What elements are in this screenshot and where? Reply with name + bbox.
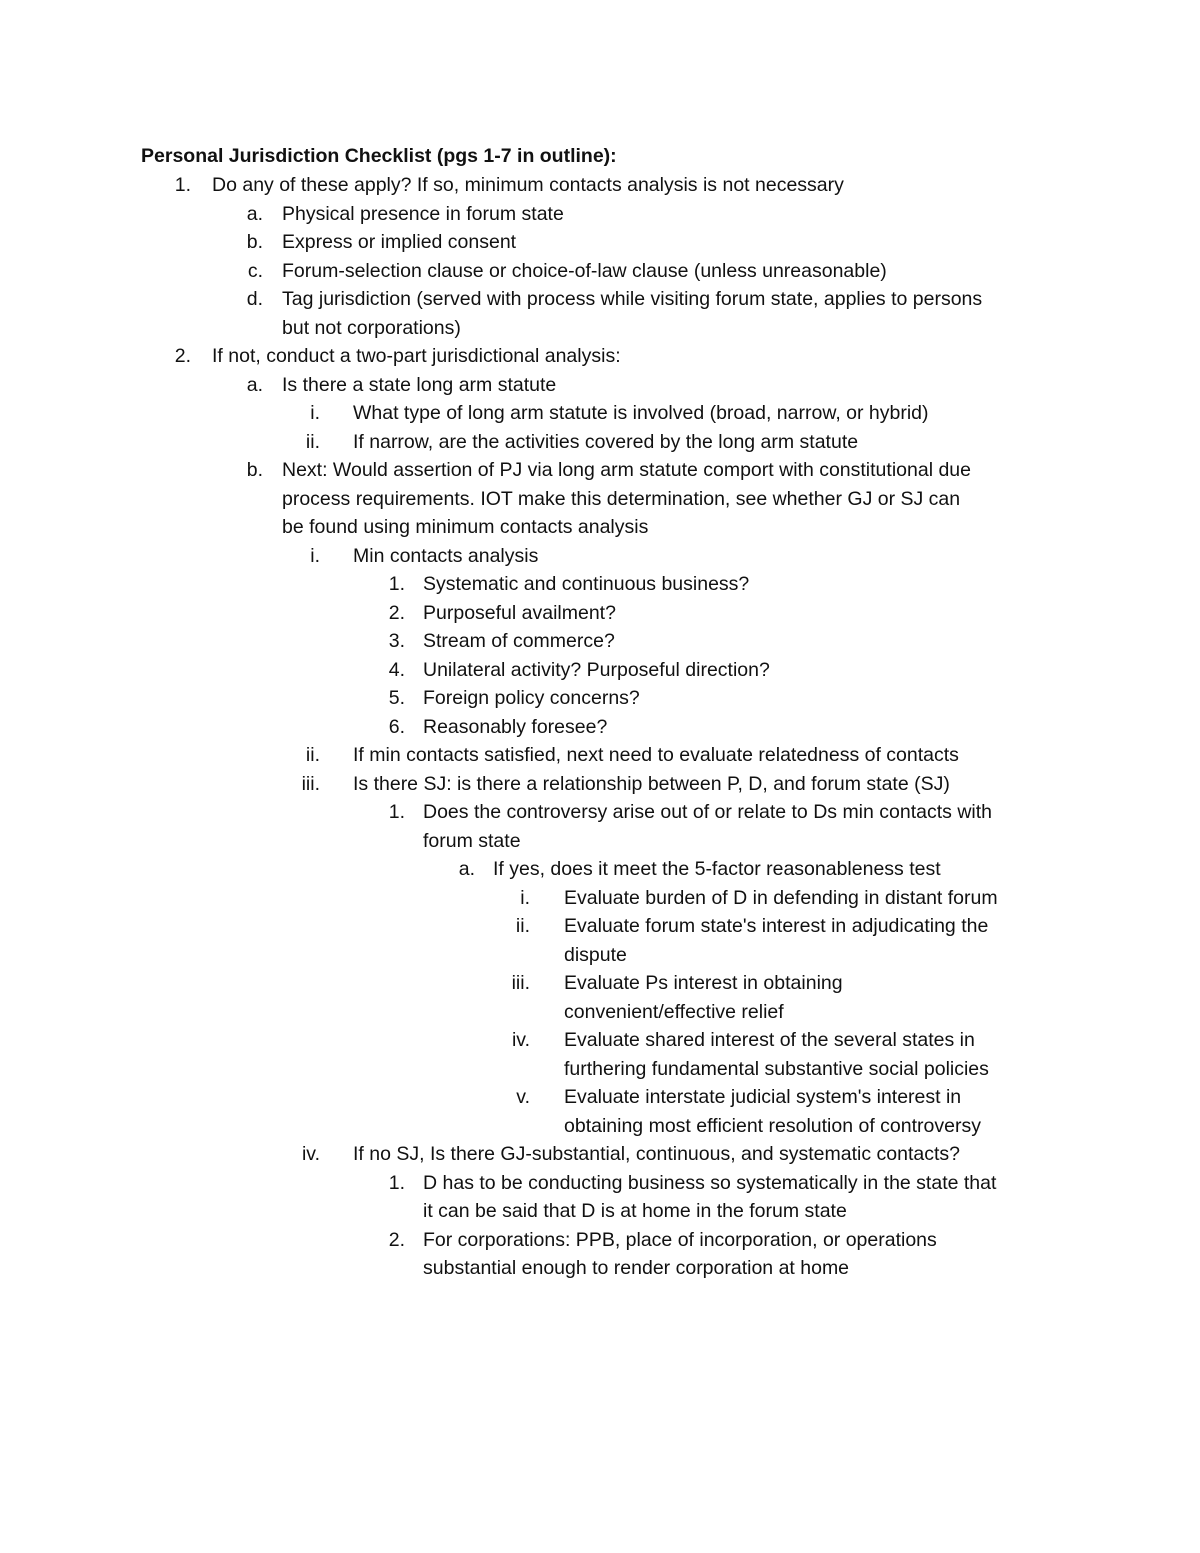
list-marker: 5.: [388, 687, 405, 709]
list-item-text: Does the controversy arise out of or relate to Ds min contacts with: [423, 801, 992, 823]
list-marker: ii.: [305, 744, 320, 766]
list-item-text: Tag jurisdiction (served with process while visiting forum state, applies to persons: [282, 288, 983, 310]
list-marker: a.: [246, 373, 263, 396]
list-item-text: Do any of these apply? If so, minimum contacts analysis is not necessary: [212, 174, 844, 196]
list-item-text: Min contacts analysis: [353, 544, 539, 567]
list-item-text: Evaluate interstate judicial system's interest in: [564, 1086, 962, 1108]
list-item-text: Evaluate forum state's interest in adjudicating the: [564, 915, 989, 937]
list-marker: 2.: [388, 601, 405, 624]
list-marker: 2.: [388, 1228, 405, 1251]
list-item-text: but not corporations): [282, 316, 461, 339]
list-marker: a.: [246, 202, 263, 225]
list-item-text: Reasonably foresee?: [423, 715, 608, 738]
list-marker: 4.: [388, 658, 405, 681]
list-marker: iv.: [301, 1143, 320, 1165]
list-item-text: furthering fundamental substantive social policies: [564, 1057, 989, 1080]
list-item-text: Systematic and continuous business?: [423, 573, 750, 595]
list-item-text: be found using minimum contacts analysis: [282, 516, 649, 538]
list-marker: iv.: [511, 1029, 530, 1051]
list-item-text: forum state: [423, 829, 521, 852]
list-marker: ii.: [515, 915, 530, 937]
list-item-text: obtaining most efficient resolution of controversy: [564, 1114, 981, 1137]
list-item-text: Foreign policy concerns?: [423, 687, 640, 709]
list-marker: 1.: [388, 1171, 405, 1194]
list-marker: 2.: [174, 345, 191, 367]
list-marker: 1.: [388, 573, 405, 595]
list-marker: 1.: [174, 174, 191, 196]
page-title: Personal Jurisdiction Checklist (pgs 1-7 in outline):: [141, 145, 617, 167]
list-item-text: Stream of commerce?: [423, 630, 615, 652]
list-item-text: Physical presence in forum state: [282, 202, 564, 225]
list-item-text: Is there a state long arm statute: [282, 373, 557, 396]
list-item-text: Evaluate Ps interest in obtaining: [564, 972, 843, 994]
list-item-text: If narrow, are the activities covered by the long arm statute: [353, 430, 859, 453]
list-item-text: Is there SJ: is there a relationship between P, D, and forum state (SJ): [353, 772, 950, 795]
list-marker: iii.: [511, 972, 530, 994]
list-item-text: substantial enough to render corporation at home: [423, 1257, 850, 1279]
list-item-text: If no SJ, Is there GJ-substantial, continuous, and systematic contacts?: [353, 1143, 960, 1165]
list-item-text: dispute: [564, 943, 627, 966]
list-item-text: For corporations: PPB, place of incorporation, or operations: [423, 1228, 937, 1251]
list-marker: a.: [458, 858, 475, 880]
list-item-text: What type of long arm statute is involved (broad, narrow, or hybrid): [353, 402, 929, 424]
list-marker: v.: [516, 1086, 530, 1108]
list-item-text: Express or implied consent: [282, 231, 517, 253]
list-marker: 1.: [388, 801, 405, 823]
list-marker: iii.: [301, 772, 320, 795]
list-item-text: process requirements. IOT make this determination, see whether GJ or SJ can: [282, 487, 961, 510]
list-marker: i.: [520, 886, 530, 909]
list-item-text: D has to be conducting business so systematically in the state that: [423, 1171, 997, 1194]
list-item-text: Evaluate burden of D in defending in distant forum: [564, 886, 998, 909]
list-marker: d.: [246, 288, 263, 310]
list-item-text: If min contacts satisfied, next need to evaluate relatedness of contacts: [353, 744, 959, 766]
list-marker: b.: [246, 231, 263, 253]
list-marker: i.: [310, 402, 320, 424]
list-item-text: If yes, does it meet the 5-factor reasonableness test: [493, 858, 941, 880]
list-item-text: Purposeful availment?: [423, 601, 616, 624]
list-marker: c.: [247, 259, 263, 282]
list-marker: b.: [246, 459, 263, 481]
list-item-text: Unilateral activity? Purposeful direction?: [423, 658, 770, 681]
list-marker: i.: [310, 544, 320, 567]
list-item-text: Next: Would assertion of PJ via long arm statute comport with constitutional due: [282, 459, 971, 481]
list-item-text: it can be said that D is at home in the forum state: [423, 1200, 847, 1222]
list-item-text: Evaluate shared interest of the several states in: [564, 1029, 975, 1051]
list-marker: ii.: [305, 430, 320, 453]
list-marker: 6.: [388, 715, 405, 738]
list-item-text: Forum-selection clause or choice-of-law clause (unless unreasonable): [282, 259, 887, 282]
list-marker: 3.: [388, 630, 405, 652]
list-item-text: convenient/effective relief: [564, 1000, 784, 1023]
list-item-text: If not, conduct a two-part jurisdictional analysis:: [212, 345, 621, 367]
